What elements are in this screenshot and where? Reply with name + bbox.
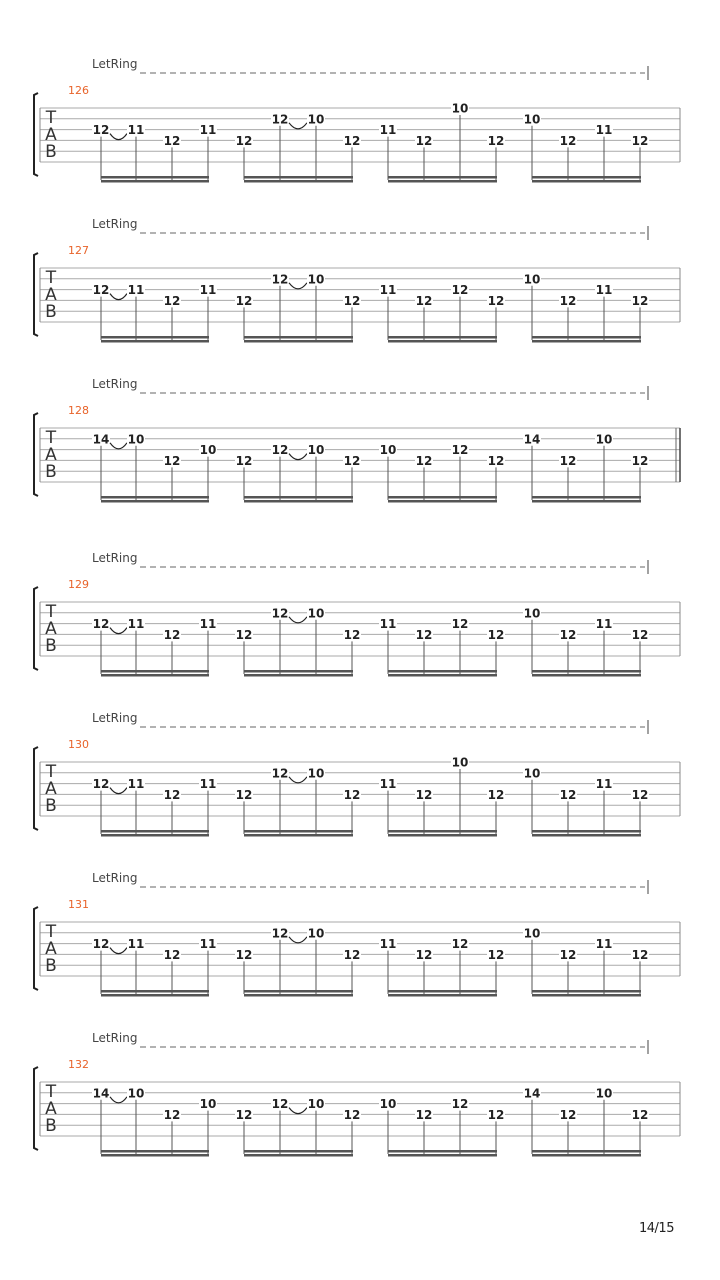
tab-clef-letter: A — [45, 939, 57, 959]
fret-number: 12 — [559, 1107, 577, 1122]
let-ring-label: LetRing — [92, 217, 138, 231]
fret-number: 10 — [451, 101, 469, 116]
beam-secondary — [244, 994, 353, 997]
beam-primary — [532, 496, 641, 499]
fret-number: 10 — [307, 272, 325, 287]
beam-primary — [244, 1150, 353, 1153]
beam-primary — [101, 830, 209, 833]
tab-clef-letter: T — [45, 268, 57, 288]
fret-number: 10 — [451, 755, 469, 770]
fret-number: 12 — [235, 133, 253, 148]
fret-number: 12 — [343, 133, 361, 148]
beam-secondary — [101, 994, 209, 997]
beam-primary — [532, 830, 641, 833]
fret-number: 12 — [271, 606, 289, 621]
slur-arc — [110, 443, 127, 449]
fret-number: 10 — [595, 1086, 613, 1101]
tab-clef-letter: A — [45, 445, 57, 465]
fret-number: 12 — [631, 787, 649, 802]
measure-number: 132 — [68, 1058, 89, 1071]
fret-number: 12 — [235, 293, 253, 308]
tab-clef-letter: B — [45, 462, 57, 482]
fret-number: 10 — [523, 926, 541, 941]
beam-secondary — [101, 180, 209, 183]
fret-number: 12 — [235, 453, 253, 468]
fret-number: 11 — [199, 617, 217, 632]
beam-primary — [532, 176, 641, 179]
tab-clef-letter: T — [45, 762, 57, 782]
system-bracket — [34, 253, 38, 336]
fret-number: 12 — [92, 777, 110, 792]
slur-arc — [289, 454, 307, 460]
tab-clef-letter: A — [45, 125, 57, 145]
fret-number: 12 — [163, 947, 181, 962]
beam-primary — [532, 990, 641, 993]
system-bracket — [34, 413, 38, 496]
fret-number: 10 — [307, 926, 325, 941]
fret-number: 12 — [559, 293, 577, 308]
tab-clef-letter: T — [45, 922, 57, 942]
fret-number: 11 — [199, 283, 217, 298]
beam-secondary — [388, 1154, 497, 1157]
fret-number: 12 — [235, 1107, 253, 1122]
fret-number: 10 — [127, 432, 145, 447]
fret-number: 12 — [163, 293, 181, 308]
fret-number: 10 — [307, 112, 325, 127]
beam-primary — [532, 1150, 641, 1153]
tab-clef-letter: B — [45, 956, 57, 976]
fret-number: 12 — [271, 443, 289, 458]
beam-primary — [388, 830, 497, 833]
fret-number: 10 — [523, 766, 541, 781]
fret-number: 12 — [559, 947, 577, 962]
fret-number: 11 — [199, 123, 217, 138]
fret-number: 12 — [163, 133, 181, 148]
fret-number: 12 — [271, 112, 289, 127]
fret-number: 11 — [379, 937, 397, 952]
beam-secondary — [244, 180, 353, 183]
beam-secondary — [388, 994, 497, 997]
measure-number: 127 — [68, 244, 89, 257]
fret-number: 12 — [559, 787, 577, 802]
fret-number: 11 — [595, 123, 613, 138]
fret-number: 12 — [343, 787, 361, 802]
fret-number: 12 — [451, 1097, 469, 1112]
fret-number: 12 — [343, 1107, 361, 1122]
slur-arc — [110, 294, 127, 300]
slur-arc — [110, 1097, 127, 1103]
slur-arc — [110, 134, 127, 140]
fret-number: 11 — [379, 617, 397, 632]
fret-number: 12 — [92, 937, 110, 952]
fret-number: 12 — [631, 947, 649, 962]
beam-primary — [244, 336, 353, 339]
slur-arc — [289, 1108, 307, 1114]
fret-number: 11 — [595, 617, 613, 632]
fret-number: 12 — [163, 453, 181, 468]
beam-secondary — [101, 674, 209, 677]
beam-secondary — [244, 1154, 353, 1157]
fret-number: 12 — [451, 937, 469, 952]
let-ring-label: LetRing — [92, 871, 138, 885]
beam-secondary — [532, 180, 641, 183]
fret-number: 11 — [379, 283, 397, 298]
fret-number: 10 — [199, 443, 217, 458]
fret-number: 10 — [595, 432, 613, 447]
fret-number: 12 — [343, 453, 361, 468]
let-ring-label: LetRing — [92, 711, 138, 725]
beam-secondary — [388, 180, 497, 183]
beam-secondary — [388, 674, 497, 677]
fret-number: 12 — [487, 453, 505, 468]
tab-clef-letter: B — [45, 142, 57, 162]
beam-primary — [101, 496, 209, 499]
beam-secondary — [388, 500, 497, 503]
fret-number: 10 — [523, 272, 541, 287]
fret-number: 11 — [127, 283, 145, 298]
beam-primary — [101, 670, 209, 673]
fret-number: 10 — [379, 443, 397, 458]
fret-number: 12 — [92, 123, 110, 138]
fret-number: 14 — [523, 432, 541, 447]
fret-number: 10 — [379, 1097, 397, 1112]
fret-number: 11 — [127, 617, 145, 632]
fret-number: 12 — [415, 947, 433, 962]
fret-number: 12 — [235, 787, 253, 802]
system-bracket — [34, 93, 38, 176]
beam-primary — [244, 990, 353, 993]
fret-number: 12 — [415, 293, 433, 308]
fret-number: 12 — [559, 133, 577, 148]
beam-secondary — [532, 1154, 641, 1157]
beam-secondary — [101, 340, 209, 343]
let-ring-label: LetRing — [92, 551, 138, 565]
fret-number: 11 — [199, 937, 217, 952]
fret-number: 12 — [271, 272, 289, 287]
beam-primary — [101, 1150, 209, 1153]
beam-primary — [101, 990, 209, 993]
system-bracket — [34, 747, 38, 830]
slur-arc — [289, 937, 307, 943]
fret-number: 11 — [595, 937, 613, 952]
beam-secondary — [532, 674, 641, 677]
tab-clef-letter: T — [45, 108, 57, 128]
system-bracket — [34, 907, 38, 990]
beam-primary — [388, 1150, 497, 1153]
slur-arc — [110, 628, 127, 634]
page-number: 14/15 — [639, 1221, 674, 1236]
tab-clef-letter: A — [45, 619, 57, 639]
beam-secondary — [101, 834, 209, 837]
measure-number: 130 — [68, 738, 89, 751]
fret-number: 11 — [595, 777, 613, 792]
fret-number: 12 — [559, 453, 577, 468]
fret-number: 12 — [343, 947, 361, 962]
fret-number: 10 — [199, 1097, 217, 1112]
let-ring-label: LetRing — [92, 1031, 138, 1045]
fret-number: 12 — [487, 293, 505, 308]
let-ring-label: LetRing — [92, 377, 138, 391]
fret-number: 12 — [163, 627, 181, 642]
tab-clef-letter: B — [45, 302, 57, 322]
fret-number: 12 — [92, 617, 110, 632]
fret-number: 14 — [523, 1086, 541, 1101]
let-ring-label: LetRing — [92, 57, 138, 71]
beam-primary — [388, 670, 497, 673]
tab-clef-letter: B — [45, 636, 57, 656]
fret-number: 12 — [631, 293, 649, 308]
tab-clef-letter: A — [45, 1099, 57, 1119]
fret-number: 12 — [631, 133, 649, 148]
fret-number: 12 — [631, 1107, 649, 1122]
fret-number: 12 — [271, 1097, 289, 1112]
fret-number: 10 — [307, 443, 325, 458]
measure-number: 129 — [68, 578, 89, 591]
beam-secondary — [244, 834, 353, 837]
fret-number: 11 — [127, 777, 145, 792]
slur-arc — [289, 123, 307, 129]
fret-number: 11 — [379, 123, 397, 138]
fret-number: 11 — [127, 937, 145, 952]
fret-number: 11 — [379, 777, 397, 792]
beam-primary — [244, 496, 353, 499]
fret-number: 10 — [127, 1086, 145, 1101]
measure-number: 131 — [68, 898, 89, 911]
beam-secondary — [244, 674, 353, 677]
fret-number: 12 — [271, 926, 289, 941]
fret-number: 14 — [92, 1086, 110, 1101]
fret-number: 12 — [235, 947, 253, 962]
system-bracket — [34, 1067, 38, 1150]
fret-number: 12 — [487, 627, 505, 642]
tab-clef-letter: B — [45, 796, 57, 816]
fret-number: 12 — [451, 283, 469, 298]
fret-number: 12 — [415, 133, 433, 148]
fret-number: 11 — [199, 777, 217, 792]
beam-secondary — [532, 500, 641, 503]
tab-clef-letter: T — [45, 428, 57, 448]
fret-number: 12 — [92, 283, 110, 298]
beam-primary — [532, 670, 641, 673]
fret-number: 12 — [487, 947, 505, 962]
beam-primary — [101, 176, 209, 179]
fret-number: 10 — [523, 606, 541, 621]
fret-number: 12 — [631, 453, 649, 468]
fret-number: 12 — [235, 627, 253, 642]
slur-arc — [289, 777, 307, 783]
fret-number: 14 — [92, 432, 110, 447]
slur-arc — [110, 788, 127, 794]
beam-primary — [244, 830, 353, 833]
fret-number: 10 — [307, 1097, 325, 1112]
fret-number: 12 — [559, 627, 577, 642]
beam-primary — [388, 990, 497, 993]
beam-primary — [244, 176, 353, 179]
beam-secondary — [101, 1154, 209, 1157]
fret-number: 12 — [487, 133, 505, 148]
beam-secondary — [244, 340, 353, 343]
fret-number: 12 — [415, 1107, 433, 1122]
system-bracket — [34, 587, 38, 670]
beam-primary — [388, 336, 497, 339]
fret-number: 12 — [487, 787, 505, 802]
tab-clef-letter: T — [45, 1082, 57, 1102]
fret-number: 10 — [307, 606, 325, 621]
beam-primary — [388, 496, 497, 499]
tab-clef-letter: A — [45, 779, 57, 799]
beam-primary — [244, 670, 353, 673]
fret-number: 12 — [415, 787, 433, 802]
fret-number: 12 — [631, 627, 649, 642]
fret-number: 10 — [523, 112, 541, 127]
fret-number: 12 — [451, 443, 469, 458]
fret-number: 11 — [127, 123, 145, 138]
beam-primary — [532, 336, 641, 339]
fret-number: 10 — [307, 766, 325, 781]
slur-arc — [289, 617, 307, 623]
fret-number: 12 — [163, 787, 181, 802]
slur-arc — [110, 948, 127, 954]
fret-number: 12 — [343, 293, 361, 308]
beam-secondary — [532, 834, 641, 837]
measure-number: 126 — [68, 84, 89, 97]
fret-number: 12 — [271, 766, 289, 781]
slur-arc — [289, 283, 307, 289]
beam-secondary — [532, 340, 641, 343]
fret-number: 12 — [451, 617, 469, 632]
fret-number: 12 — [415, 453, 433, 468]
beam-secondary — [244, 500, 353, 503]
tab-clef-letter: A — [45, 285, 57, 305]
tab-clef-letter: T — [45, 602, 57, 622]
fret-number: 12 — [343, 627, 361, 642]
beam-secondary — [101, 500, 209, 503]
fret-number: 11 — [595, 283, 613, 298]
beam-primary — [388, 176, 497, 179]
fret-number: 12 — [487, 1107, 505, 1122]
tab-clef-letter: B — [45, 1116, 57, 1136]
beam-primary — [101, 336, 209, 339]
measure-number: 128 — [68, 404, 89, 417]
beam-secondary — [388, 834, 497, 837]
fret-number: 12 — [415, 627, 433, 642]
beam-secondary — [388, 340, 497, 343]
beam-secondary — [532, 994, 641, 997]
fret-number: 12 — [163, 1107, 181, 1122]
